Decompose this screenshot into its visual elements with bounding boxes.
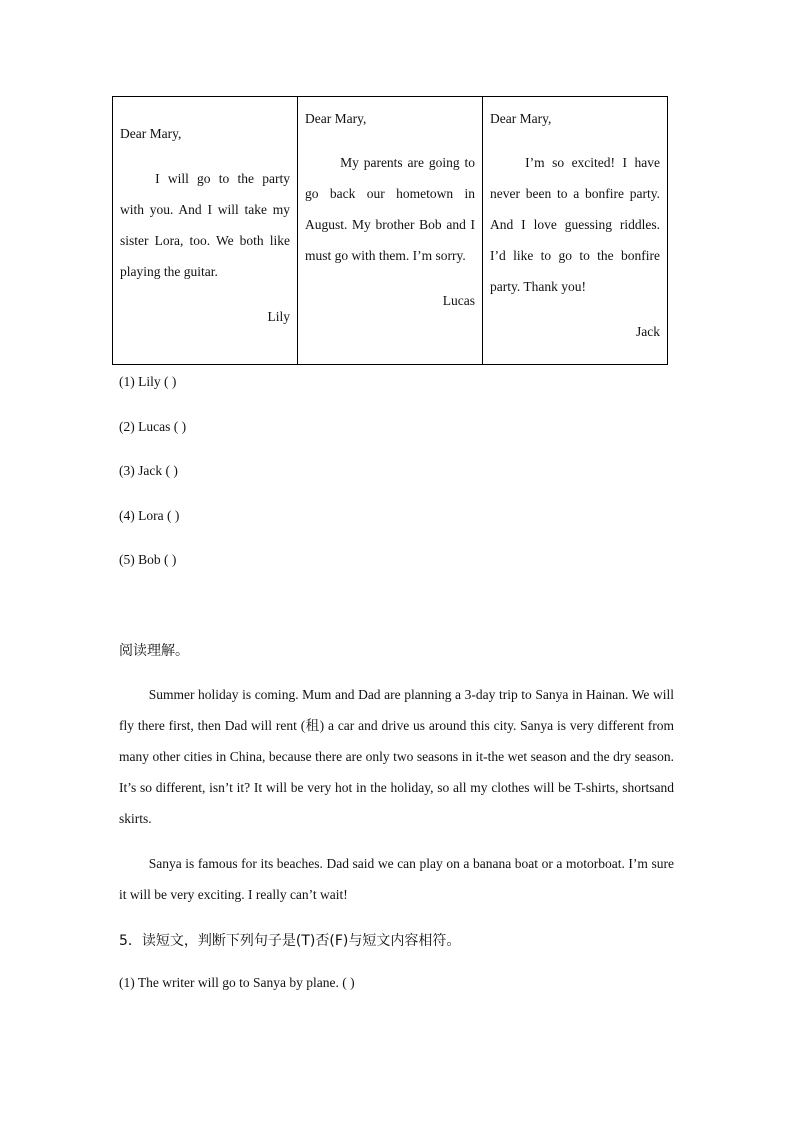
letter-lucas [298,97,483,365]
letter-greeting: Dear Mary, [490,111,552,126]
letter-signature: Lucas [442,293,475,308]
letter-greeting: Dear Mary, [120,126,182,141]
letter-body: I will go to the party with you. And I will take my sister Lora, too. We both like playing the guitar. [120,171,290,279]
passage-paragraph-1: Summer holiday is coming. Mum and Dad are planning a 3-day trip to Sanya in Hainan. We will fly there first, then Dad will rent (租) a car and drive us around this city. Sanya is very different from many other cities in China, because there are only two seasons in it-the wet season and the dry season. It’s so different, isn’t it? It will be very hot in the holiday, so all my clothes will be T-shirts, shortsand skirts. [119,687,674,826]
question-jack: (3) Jack ( ) [119,463,178,478]
letter-signature: Jack [636,324,660,339]
question-lucas: (2) Lucas ( ) [119,419,187,434]
passage-paragraph-2: Sanya is famous for its beaches. Dad said we can play on a banana boat or a motorboat. I’m sure it will be very exciting. I really can’t wait! [119,856,674,902]
letters-table [112,96,668,365]
section-heading: 阅读理解。 [119,643,189,659]
true-false-question: (1) The writer will go to Sanya by plane. ( ) [119,975,355,990]
letter-body: I’m so excited! I have never been to a bonfire party. And I love guessing riddles. I’d like to go to the bonfire party. Thank you! [490,155,660,294]
question-bob: (5) Bob ( ) [119,552,177,567]
letter-jack [483,97,668,365]
question-lily: (1) Lily ( ) [119,374,177,389]
question-lora: (4) Lora ( ) [119,508,180,523]
letter-body: My parents are going to go back our hometown in August. My brother Bob and I must go with them. I’m sorry. [305,155,475,263]
letter-greeting: Dear Mary, [305,111,367,126]
letter-signature: Lily [267,309,290,324]
letter-lily [113,97,298,365]
exercise-instruction: 5．读短文，判断下列句子是(T)否(F)与短文内容相符。 [119,933,461,949]
